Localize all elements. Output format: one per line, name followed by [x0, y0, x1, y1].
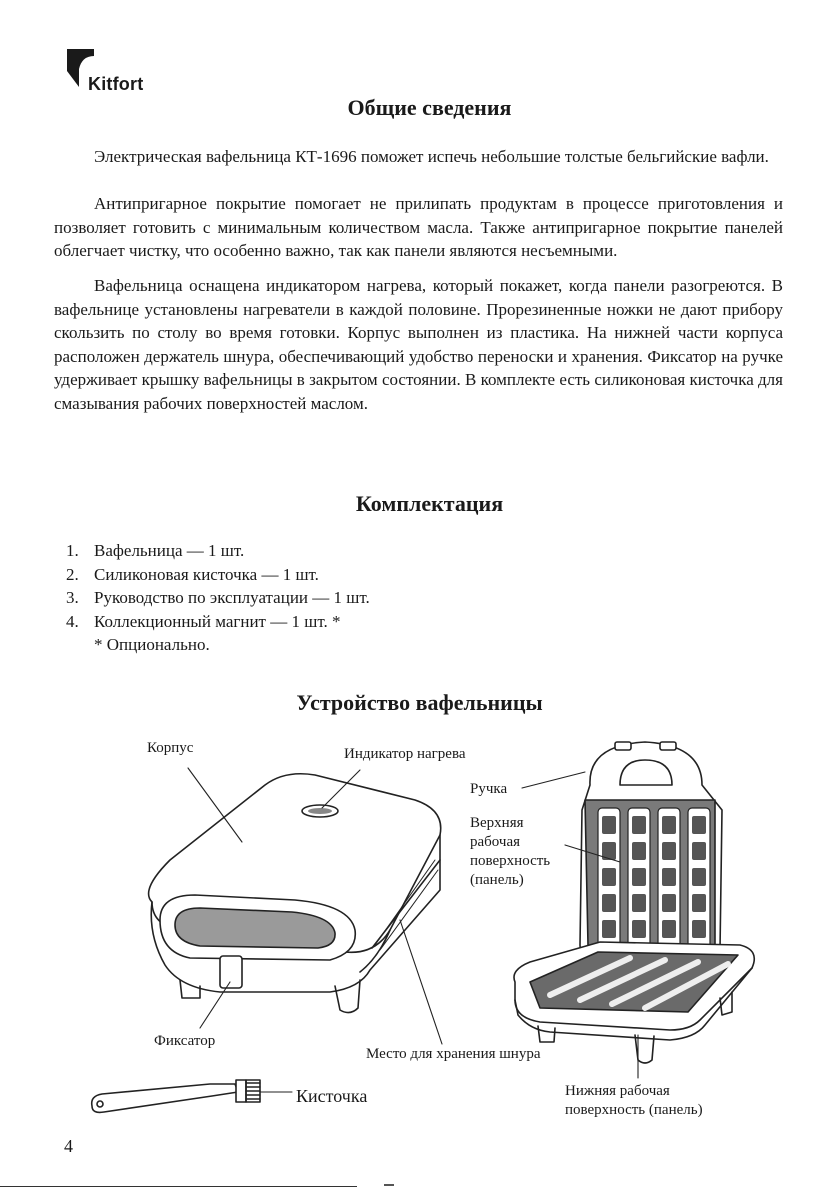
label-handle: Ручка	[470, 781, 508, 797]
contents-list	[66, 539, 370, 633]
label-upper-surface: Верхняя рабочая поверхность (панель)	[470, 815, 551, 888]
label-body: Корпус	[147, 740, 194, 756]
closed-waffle-maker	[149, 774, 441, 1013]
list-item: 4. Коллекционный магнит — 1 шт. *	[66, 611, 341, 631]
brand-name: Kitfort	[88, 74, 144, 94]
list-item: 3. Руководство по эксплуатации — 1 шт.	[66, 588, 370, 608]
paragraph-features: Вафельница оснащена индикатором нагрева, который покажет, когда панели разогреются. В вафельнице установлены нагреватели в каждой половине. Прорезиненные ножки не дают прибору скользить по столу во время готовки. Корпус выполнен из пластика. На нижней части корпуса расположен держатель шнура, обеспечивающий удобство переноски и хранения. Фиксатор на ручке удерживает крышку вафельницы в закрытом состоянии. В комплекте есть силиконовая кисточка для смазывания рабочих поверхностей маслом.	[54, 276, 783, 413]
paragraph-coating: Антипригарное покрытие помогает не прилипать продуктам в процессе приготовления и позволяет готовить с минимальным количеством масла. Также антипригарное покрытие панелей облегчает чистку, что особенно важно, так как панели являются несъемными.	[54, 194, 783, 261]
label-cord-storage: Место для хранения шнура	[366, 1046, 541, 1062]
label-indicator: Индикатор нагрева	[344, 746, 466, 762]
list-item: 2. Силиконовая кисточка — 1 шт.	[66, 564, 319, 584]
brush-drawing	[92, 1080, 260, 1112]
page-number: 4	[64, 1136, 73, 1156]
list-item: 1. Вафельница — 1 шт.	[66, 541, 245, 560]
print-mark	[384, 1184, 394, 1186]
label-latch: Фиксатор	[154, 1033, 216, 1049]
waffle-maker-illustration	[60, 730, 780, 1130]
brand-logo	[66, 47, 166, 97]
bottom-divider	[0, 1186, 357, 1187]
optional-note: * Опционально.	[94, 635, 210, 654]
section-title-general: Общие сведения	[347, 95, 512, 120]
paragraph-intro: Электрическая вафельница КТ-1696 поможет испечь небольшие толстые бельгийские вафли.	[94, 147, 769, 166]
label-brush: Кисточка	[296, 1086, 368, 1106]
label-lower-surface: Нижняя рабочая поверхность (панель)	[565, 1083, 703, 1118]
section-title-contents: Комплектация	[355, 491, 504, 516]
device-diagram	[60, 730, 780, 1130]
section-title-device: Устройство вафельницы	[296, 690, 543, 715]
open-waffle-maker	[514, 742, 754, 1063]
